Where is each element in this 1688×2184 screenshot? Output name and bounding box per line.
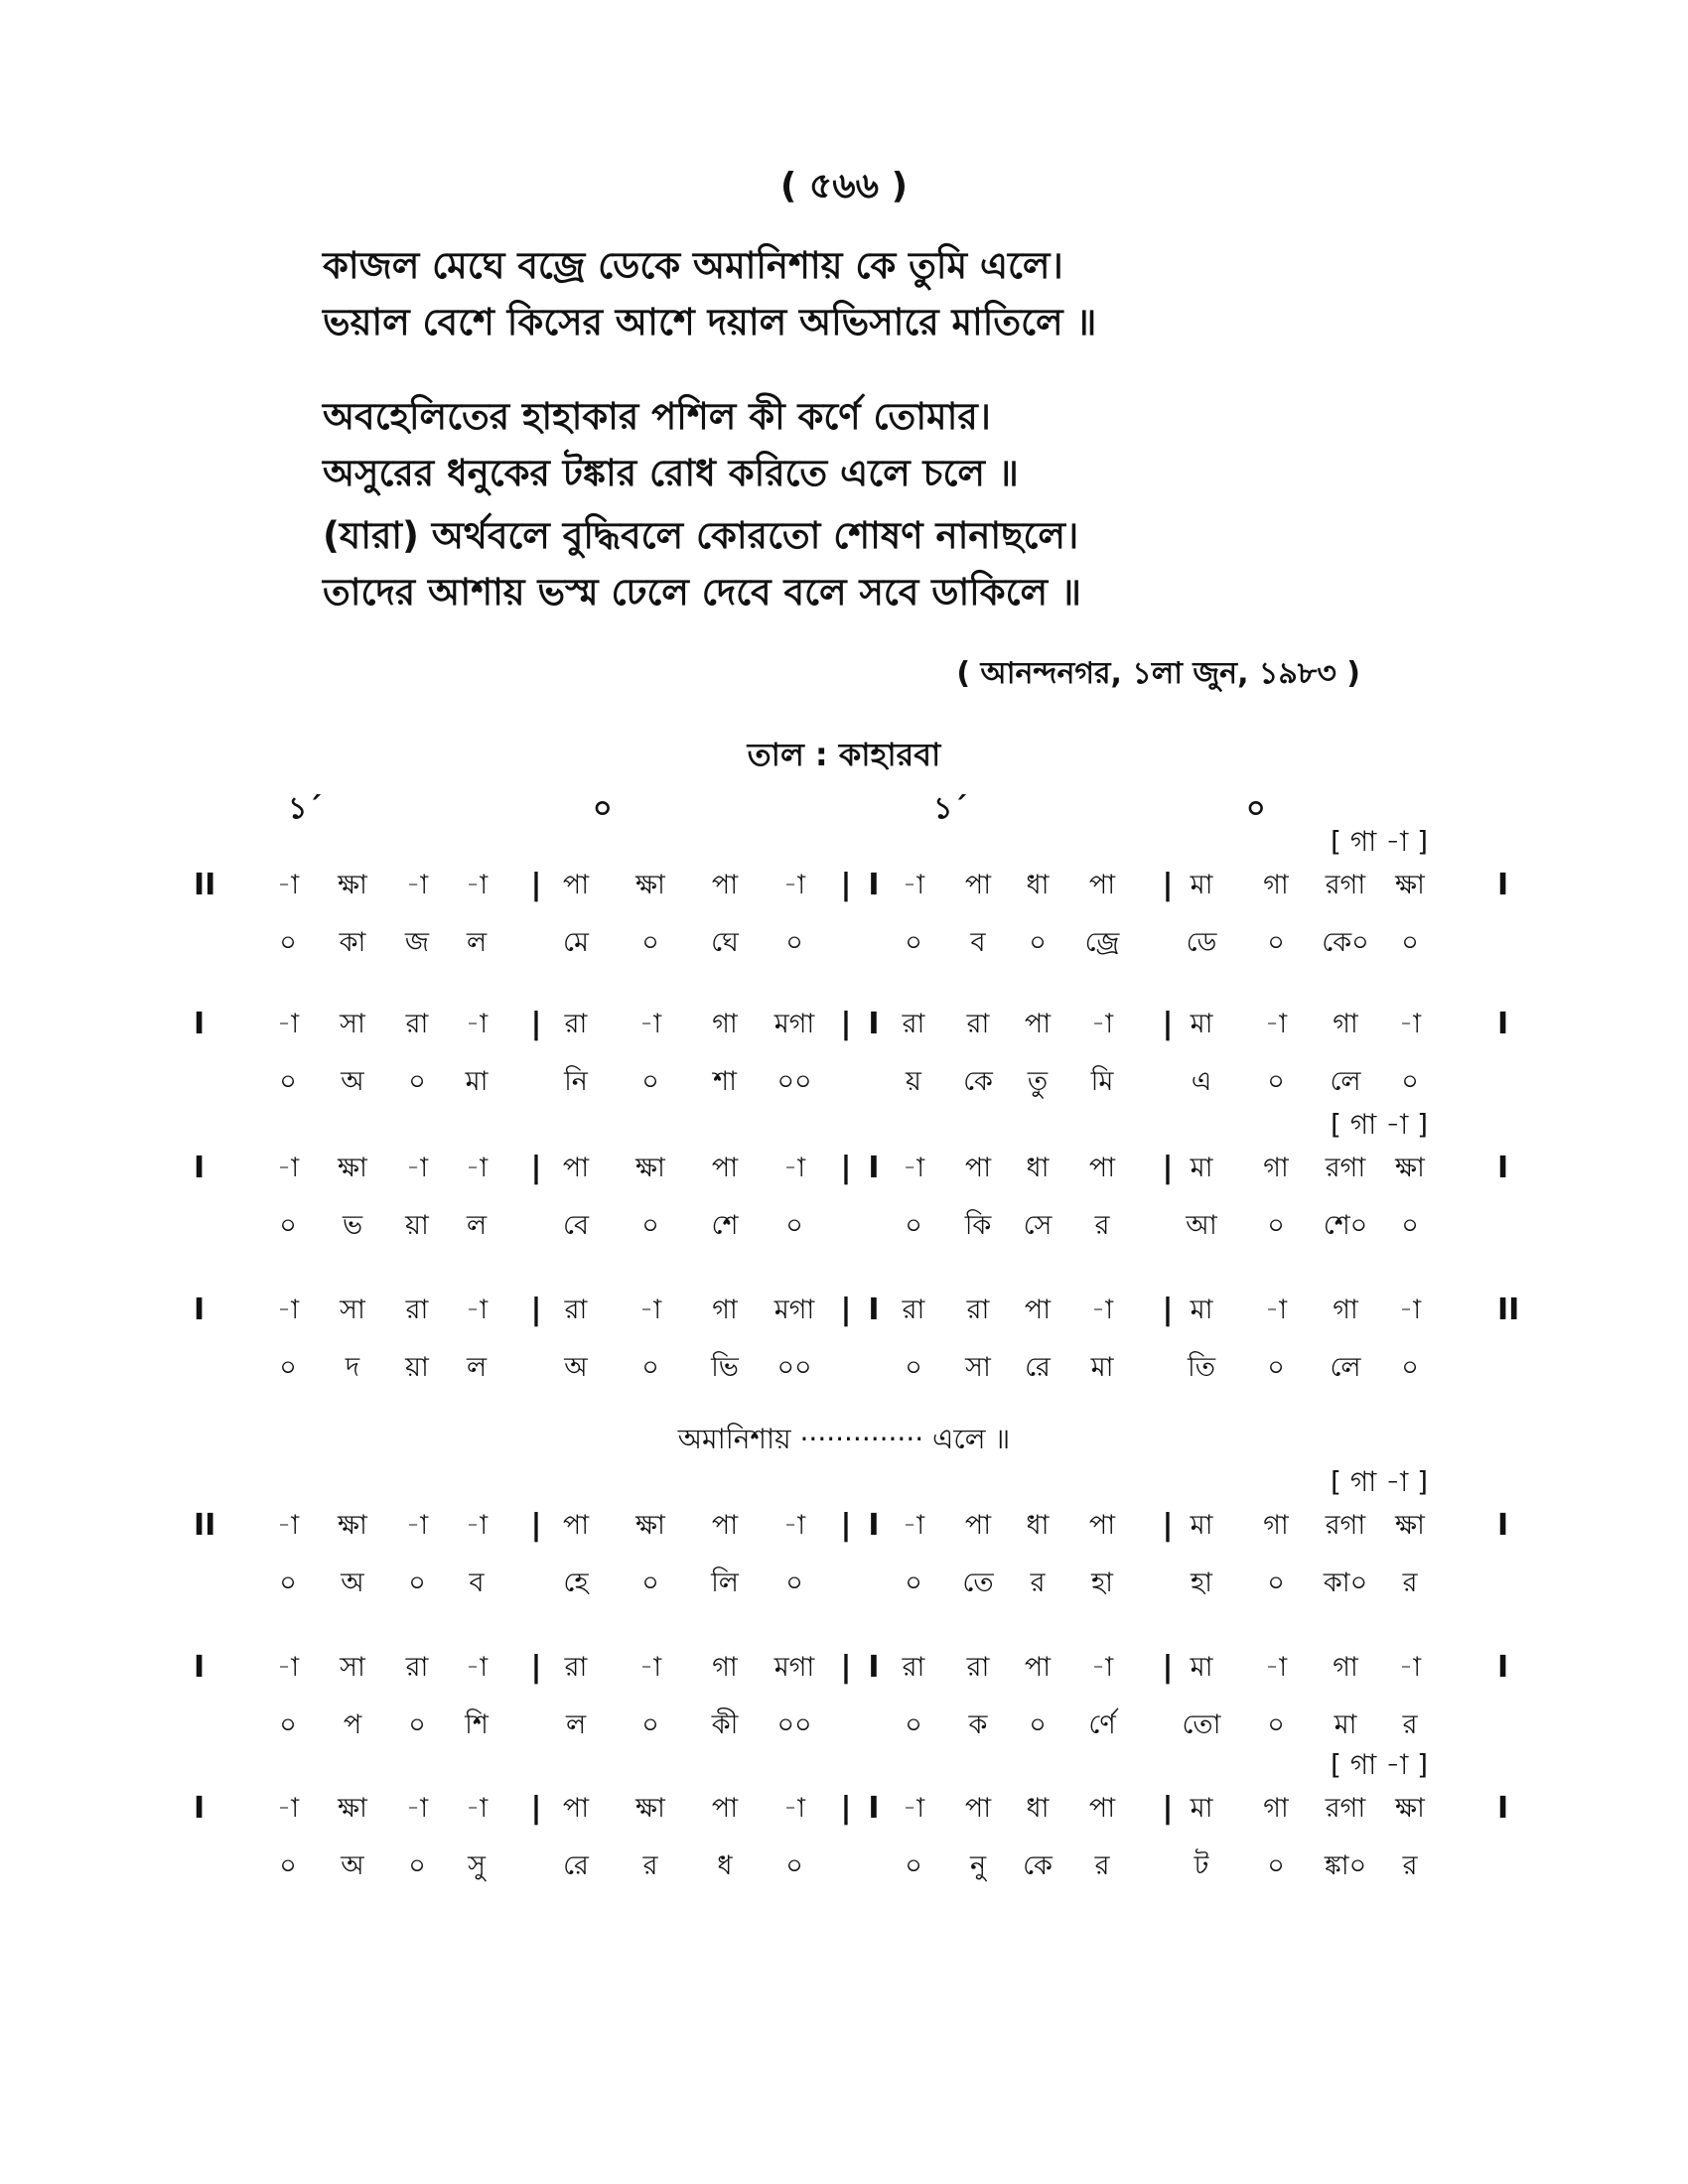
lyric-syllable: ০ (641, 1352, 659, 1383)
barline: | (1162, 1508, 1174, 1543)
start-barline: I (194, 1007, 206, 1041)
lyric-syllable: ল (565, 1709, 587, 1740)
note-bracket: [ গা -া ] (1331, 825, 1429, 858)
start-barline: I (194, 1650, 206, 1685)
swara-note: পা (1088, 870, 1116, 900)
swara-note: ক্ষা (1395, 1510, 1425, 1541)
barline: | (840, 1293, 852, 1327)
swara-row (0, 864, 1688, 907)
barline: | (530, 1791, 542, 1826)
lyric-syllable: শে (711, 1210, 739, 1241)
lyric-syllable: ০ (641, 1210, 659, 1241)
lyric-syllable: ০ (408, 1850, 426, 1881)
swara-note: ক্ষা (1395, 870, 1425, 900)
swara-note: গা (1263, 1510, 1289, 1541)
lyric-syllable: ০ (641, 927, 659, 958)
swara-note: -া (1264, 1652, 1288, 1683)
lyric-syllable: ০ (1267, 1568, 1285, 1598)
lyric-syllable: কে (963, 1066, 993, 1097)
lyric-syllable: ব (970, 927, 986, 958)
page-number: ( ৫৬৬ ) (779, 166, 909, 206)
barline: I (868, 1151, 880, 1185)
poem-line: ভয়াল বেশে কিসের আশে দয়াল অভিসারে মাতিলে ॥ (323, 301, 1097, 343)
note-bracket: [ গা -া ] (1331, 1465, 1429, 1498)
swara-note: -া (405, 1510, 429, 1541)
lyric-syllable: সা (965, 1352, 991, 1383)
swara-note: গা (712, 1652, 738, 1683)
lyric-syllable: ০ (1267, 1352, 1285, 1383)
swara-note: ক্ষা (338, 870, 367, 900)
swara-note: মগা (774, 1295, 815, 1325)
swara-note: -া (1264, 1009, 1288, 1039)
lyric-syllable: কা (339, 927, 366, 958)
swara-note: রা (564, 1295, 588, 1325)
swara-note: -া (276, 1510, 300, 1541)
end-barline: I (1497, 1007, 1509, 1041)
swara-note: রগা (1325, 870, 1366, 900)
barline: I (868, 1791, 880, 1826)
poem-line: অসুরের ধনুকের টঙ্কার রোধ করিতে এলে চলে ॥ (323, 452, 1019, 494)
swara-note: -া (1398, 1295, 1422, 1325)
swara-row (0, 1646, 1688, 1690)
lyric-syllable: ০ (1267, 927, 1285, 958)
swara-note: রা (405, 1295, 429, 1325)
lyric-syllable: ০ (641, 1568, 659, 1598)
lyric-syllable: য়া (405, 1352, 429, 1383)
swara-note: -া (465, 870, 489, 900)
dateline: ( আনন্দনগর, ১লা জুন, ১৯৮৩ ) (956, 656, 1360, 691)
lyric-syllable: ০ (785, 1210, 803, 1241)
lyric-syllable: র্ণে (1088, 1709, 1116, 1740)
lyric-syllable: লে (1330, 1352, 1361, 1383)
swara-note: সা (340, 1652, 365, 1683)
barline: | (840, 868, 852, 902)
swara-note: ক্ষা (635, 1153, 665, 1183)
swara-row (0, 1147, 1688, 1190)
swara-note: রা (966, 1295, 990, 1325)
lyric-syllable: ০ (1267, 1066, 1285, 1097)
lyric-syllable: মি (1090, 1066, 1114, 1097)
swara-note: পা (711, 870, 739, 900)
barline: | (1162, 1151, 1174, 1185)
lyric-syllable: ০ (279, 1568, 297, 1598)
swara-note: -া (276, 1153, 300, 1183)
lyric-syllable: হে (563, 1568, 589, 1598)
barline: | (840, 1791, 852, 1826)
lyric-syllable: ০ (1267, 1709, 1285, 1740)
swara-note: পা (1024, 1295, 1052, 1325)
swara-note: -া (405, 1793, 429, 1824)
lyric-syllable: ০০ (776, 1066, 812, 1097)
lyric-syllable: র (1030, 1568, 1046, 1598)
swara-note: গা (1333, 1295, 1358, 1325)
lyric-syllable: র (1094, 1210, 1110, 1241)
lyric-syllable: ০ (905, 1709, 922, 1740)
lyric-row (0, 1704, 1688, 1747)
lyric-syllable: ০ (408, 1066, 426, 1097)
swara-note: ক্ষা (1395, 1153, 1425, 1183)
swara-row (0, 1003, 1688, 1046)
beat-mark: ০ (593, 791, 613, 826)
lyric-syllable: কা০ (1323, 1568, 1368, 1598)
swara-note: -া (405, 870, 429, 900)
lyric-syllable: ০ (408, 1568, 426, 1598)
barline: | (1162, 1650, 1174, 1685)
lyric-syllable: ভি (711, 1352, 739, 1383)
barline: | (530, 1650, 542, 1685)
swara-note: -া (1398, 1652, 1422, 1683)
swara-note: -া (465, 1793, 489, 1824)
lyric-syllable: লি (711, 1568, 739, 1598)
lyric-syllable: য়া (405, 1210, 429, 1241)
swara-note: ক্ষা (338, 1153, 367, 1183)
lyric-syllable: হা (1190, 1568, 1212, 1598)
swara-note: -া (276, 1652, 300, 1683)
lyric-syllable: ০ (1267, 1850, 1285, 1881)
lyric-row (0, 1204, 1688, 1248)
lyric-syllable: তি (1188, 1352, 1215, 1383)
swara-note: -া (1090, 1652, 1114, 1683)
lyric-syllable: ০ (279, 1352, 297, 1383)
start-barline: I (194, 1791, 206, 1826)
lyric-syllable: সে (1023, 1210, 1053, 1241)
start-barline: II (194, 868, 216, 902)
swara-note: পা (711, 1510, 739, 1541)
lyric-row (0, 921, 1688, 965)
lyric-syllable: মে (563, 927, 589, 958)
lyric-syllable: ঘে (711, 927, 739, 958)
lyric-syllable: র (1402, 1568, 1418, 1598)
lyric-syllable: প (343, 1709, 362, 1740)
lyric-row (0, 1562, 1688, 1605)
swara-note: পা (1088, 1793, 1116, 1824)
lyric-syllable: অ (341, 1568, 364, 1598)
swara-note: -া (902, 1510, 925, 1541)
lyric-syllable: র (1402, 1709, 1418, 1740)
swara-note: ক্ষা (635, 1510, 665, 1541)
end-barline: I (1497, 1650, 1509, 1685)
lyric-syllable: কি (964, 1210, 992, 1241)
barline: | (530, 1508, 542, 1543)
lyric-syllable: শা (713, 1066, 737, 1097)
lyric-syllable: ০ (279, 1066, 297, 1097)
start-barline: I (194, 1293, 206, 1327)
lyric-syllable: ০ (641, 1066, 659, 1097)
lyric-syllable: ঙ্কা০ (1324, 1850, 1367, 1881)
swara-note: -া (465, 1295, 489, 1325)
swara-note: ক্ষা (1395, 1793, 1425, 1824)
swara-note: রগা (1325, 1510, 1366, 1541)
swara-note: ক্ষা (338, 1510, 367, 1541)
end-barline: I (1497, 1791, 1509, 1826)
lyric-syllable: ০ (279, 1709, 297, 1740)
swara-note: পা (1088, 1510, 1116, 1541)
swara-note: -া (1090, 1295, 1114, 1325)
swara-note: -া (465, 1009, 489, 1039)
lyric-syllable: ০০ (776, 1709, 812, 1740)
swara-note: পা (562, 1510, 590, 1541)
swara-note: -া (782, 870, 806, 900)
swara-note: পা (1088, 1153, 1116, 1183)
barline: | (840, 1007, 852, 1041)
lyric-syllable: তো (1182, 1709, 1221, 1740)
start-barline: I (194, 1151, 206, 1185)
lyric-syllable: আ (1186, 1210, 1217, 1241)
lyric-syllable: ল (466, 927, 488, 958)
swara-note: পা (562, 870, 590, 900)
lyric-syllable: জ্রে (1084, 927, 1120, 958)
barline: | (530, 1007, 542, 1041)
swara-note: -া (782, 1153, 806, 1183)
barline: | (1162, 1293, 1174, 1327)
lyric-syllable: র (1094, 1850, 1110, 1881)
beat-mark: ১´ (933, 791, 968, 826)
swara-note: মা (1190, 1652, 1213, 1683)
swara-note: মা (1190, 1295, 1213, 1325)
poem-line: তাদের আশায় ভস্ম ঢেলে দেবে বলে সবে ডাকিলে ॥ (323, 571, 1081, 614)
lyric-syllable: তে (962, 1568, 994, 1598)
swara-note: পা (562, 1153, 590, 1183)
note-bracket: [ গা -া ] (1331, 1748, 1429, 1781)
lyric-syllable: রে (563, 1850, 589, 1881)
end-barline: I (1497, 1151, 1509, 1185)
swara-note: রা (405, 1652, 429, 1683)
swara-note: মা (1190, 1009, 1213, 1039)
barline: | (530, 1151, 542, 1185)
poem-line: কাজল মেঘে বজ্রে ডেকে অমানিশায় কে তুমি এলে। (323, 244, 1063, 287)
lyric-row (0, 1060, 1688, 1104)
barline: | (1162, 1007, 1174, 1041)
swara-note: পা (1024, 1652, 1052, 1683)
lyric-syllable: ০ (905, 927, 922, 958)
lyric-row (0, 1844, 1688, 1888)
swara-note: -া (276, 1295, 300, 1325)
swara-row (0, 1289, 1688, 1332)
swara-note: মা (1190, 1510, 1213, 1541)
swara-note: -া (465, 1652, 489, 1683)
lyric-syllable: এ (1191, 1066, 1212, 1097)
lyric-syllable: ০ (641, 1709, 659, 1740)
swara-note: ধা (1026, 870, 1050, 900)
lyric-syllable: ০ (785, 1568, 803, 1598)
swara-note: -া (902, 1153, 925, 1183)
barline: | (840, 1650, 852, 1685)
lyric-syllable: ০ (905, 1568, 922, 1598)
swara-note: পা (1024, 1009, 1052, 1039)
lyric-syllable: ০০ (776, 1352, 812, 1383)
beat-mark: ১´ (288, 791, 323, 826)
swara-note: গা (712, 1295, 738, 1325)
lyric-row (0, 1346, 1688, 1390)
swara-note: -া (902, 1793, 925, 1824)
lyric-syllable: দ (345, 1352, 360, 1383)
swara-note: সা (340, 1295, 365, 1325)
swara-note: পা (964, 1153, 992, 1183)
swara-note: -া (638, 1295, 662, 1325)
lyric-syllable: ০ (1401, 1066, 1419, 1097)
swara-note: -া (782, 1510, 806, 1541)
refrain-cue: অমানিশায় ·············· এলে ॥ (677, 1423, 1011, 1455)
swara-note: রা (902, 1295, 925, 1325)
barline: I (868, 1293, 880, 1327)
end-barline: II (1497, 1293, 1520, 1327)
swara-note: পা (964, 1510, 992, 1541)
lyric-syllable: ক (968, 1709, 988, 1740)
lyric-syllable: ০ (279, 927, 297, 958)
lyric-syllable: কী (711, 1709, 739, 1740)
taal-heading: তাল : কাহারবা (747, 736, 941, 773)
swara-note: -া (782, 1793, 806, 1824)
lyric-syllable: ০ (905, 1850, 922, 1881)
swara-note: রগা (1325, 1793, 1366, 1824)
swara-note: -া (465, 1153, 489, 1183)
lyric-syllable: ল (466, 1352, 488, 1383)
swara-note: গা (1333, 1009, 1358, 1039)
swara-note: -া (276, 870, 300, 900)
beat-mark: ০ (1246, 791, 1266, 826)
note-bracket: [ গা -া ] (1331, 1108, 1429, 1141)
swara-note: মগা (774, 1009, 815, 1039)
lyric-syllable: হা (1090, 1568, 1113, 1598)
lyric-syllable: ০ (1267, 1210, 1285, 1241)
lyric-syllable: ০ (1029, 1709, 1047, 1740)
lyric-syllable: অ (341, 1066, 364, 1097)
barline: | (530, 1293, 542, 1327)
swara-note: ক্ষা (635, 870, 665, 900)
lyric-syllable: ট (1194, 1850, 1209, 1881)
lyric-syllable: মা (1090, 1352, 1114, 1383)
swara-note: মগা (774, 1652, 815, 1683)
lyric-syllable: মা (1334, 1709, 1357, 1740)
lyric-syllable: শি (465, 1709, 489, 1740)
lyric-syllable: ভ (342, 1210, 363, 1241)
swara-note: রা (902, 1652, 925, 1683)
lyric-syllable: ধ (717, 1850, 733, 1881)
lyric-syllable: র (642, 1850, 658, 1881)
lyric-syllable: ০ (1401, 1352, 1419, 1383)
barline: | (1162, 868, 1174, 902)
swara-note: গা (712, 1009, 738, 1039)
swara-note: -া (465, 1510, 489, 1541)
lyric-syllable: শে০ (1323, 1210, 1368, 1241)
swara-note: ধা (1026, 1510, 1050, 1541)
swara-note: -া (1090, 1009, 1114, 1039)
swara-note: পা (562, 1793, 590, 1824)
lyric-syllable: কে (1023, 1850, 1053, 1881)
barline: I (868, 1508, 880, 1543)
lyric-syllable: ০ (905, 1352, 922, 1383)
swara-note: রা (902, 1009, 925, 1039)
swara-note: রা (405, 1009, 429, 1039)
lyric-syllable: জ (404, 927, 430, 958)
lyric-syllable: অ (341, 1850, 364, 1881)
lyric-syllable: রে (1025, 1352, 1051, 1383)
lyric-syllable: ০ (279, 1210, 297, 1241)
swara-note: মা (1190, 1153, 1213, 1183)
swara-note: রা (564, 1009, 588, 1039)
swara-note: -া (638, 1009, 662, 1039)
swara-note: পা (711, 1793, 739, 1824)
poem-line: অবহেলিতের হাহাকার পশিল কী কর্ণে তোমার। (323, 395, 991, 438)
swara-note: পা (964, 1793, 992, 1824)
swara-note: ধা (1026, 1153, 1050, 1183)
barline: | (840, 1151, 852, 1185)
swara-note: রগা (1325, 1153, 1366, 1183)
swara-note: গা (1263, 1153, 1289, 1183)
lyric-syllable: নু (969, 1850, 987, 1881)
lyric-syllable: লে (1330, 1066, 1361, 1097)
swara-note: -া (638, 1652, 662, 1683)
swara-note: -া (276, 1793, 300, 1824)
swara-note: -া (276, 1009, 300, 1039)
poem-line: (যারা) অর্থবলে বুদ্ধিবলে কোরতো শোষণ নানাছলে। (323, 514, 1079, 557)
swara-note: গা (1263, 1793, 1289, 1824)
swara-note: রা (564, 1652, 588, 1683)
swara-note: মা (1190, 1793, 1213, 1824)
start-barline: II (194, 1508, 216, 1543)
barline: I (868, 868, 880, 902)
swara-row (0, 1504, 1688, 1548)
swara-note: ধা (1026, 1793, 1050, 1824)
swara-note: মা (1190, 870, 1213, 900)
swara-note: -া (1398, 1009, 1422, 1039)
barline: | (1162, 1791, 1174, 1826)
lyric-syllable: ব (469, 1568, 485, 1598)
lyric-syllable: ০ (905, 1210, 922, 1241)
lyric-syllable: ০ (1029, 927, 1047, 958)
swara-note: পা (711, 1153, 739, 1183)
swara-note: ক্ষা (338, 1793, 367, 1824)
swara-note: গা (1263, 870, 1289, 900)
barline: I (868, 1650, 880, 1685)
swara-note: রা (966, 1009, 990, 1039)
swara-note: পা (964, 870, 992, 900)
swara-row (0, 1787, 1688, 1831)
lyric-syllable: সু (468, 1850, 486, 1881)
lyric-syllable: বে (563, 1210, 589, 1241)
end-barline: I (1497, 1508, 1509, 1543)
lyric-syllable: তু (1027, 1066, 1049, 1097)
lyric-syllable: মা (465, 1066, 489, 1097)
swara-note: -া (902, 870, 925, 900)
lyric-syllable: ০ (279, 1850, 297, 1881)
swara-note: ক্ষা (635, 1793, 665, 1824)
barline: | (840, 1508, 852, 1543)
end-barline: I (1497, 868, 1509, 902)
lyric-syllable: ০ (408, 1709, 426, 1740)
lyric-syllable: ০ (785, 1850, 803, 1881)
swara-note: গা (1333, 1652, 1358, 1683)
lyric-syllable: য় (906, 1066, 921, 1097)
lyric-syllable: অ (564, 1352, 588, 1383)
lyric-syllable: কে০ (1322, 927, 1369, 958)
lyric-syllable: র (1402, 1850, 1418, 1881)
barline: | (530, 868, 542, 902)
lyric-syllable: ডে (1186, 927, 1217, 958)
lyric-syllable: নি (564, 1066, 588, 1097)
swara-note: সা (340, 1009, 365, 1039)
swara-note: -া (405, 1153, 429, 1183)
lyric-syllable: ০ (1401, 927, 1419, 958)
lyric-syllable: ল (466, 1210, 488, 1241)
lyric-syllable: ০ (1401, 1210, 1419, 1241)
lyric-syllable: ০ (785, 927, 803, 958)
swara-note: -া (1264, 1295, 1288, 1325)
swara-note: রা (966, 1652, 990, 1683)
barline: I (868, 1007, 880, 1041)
